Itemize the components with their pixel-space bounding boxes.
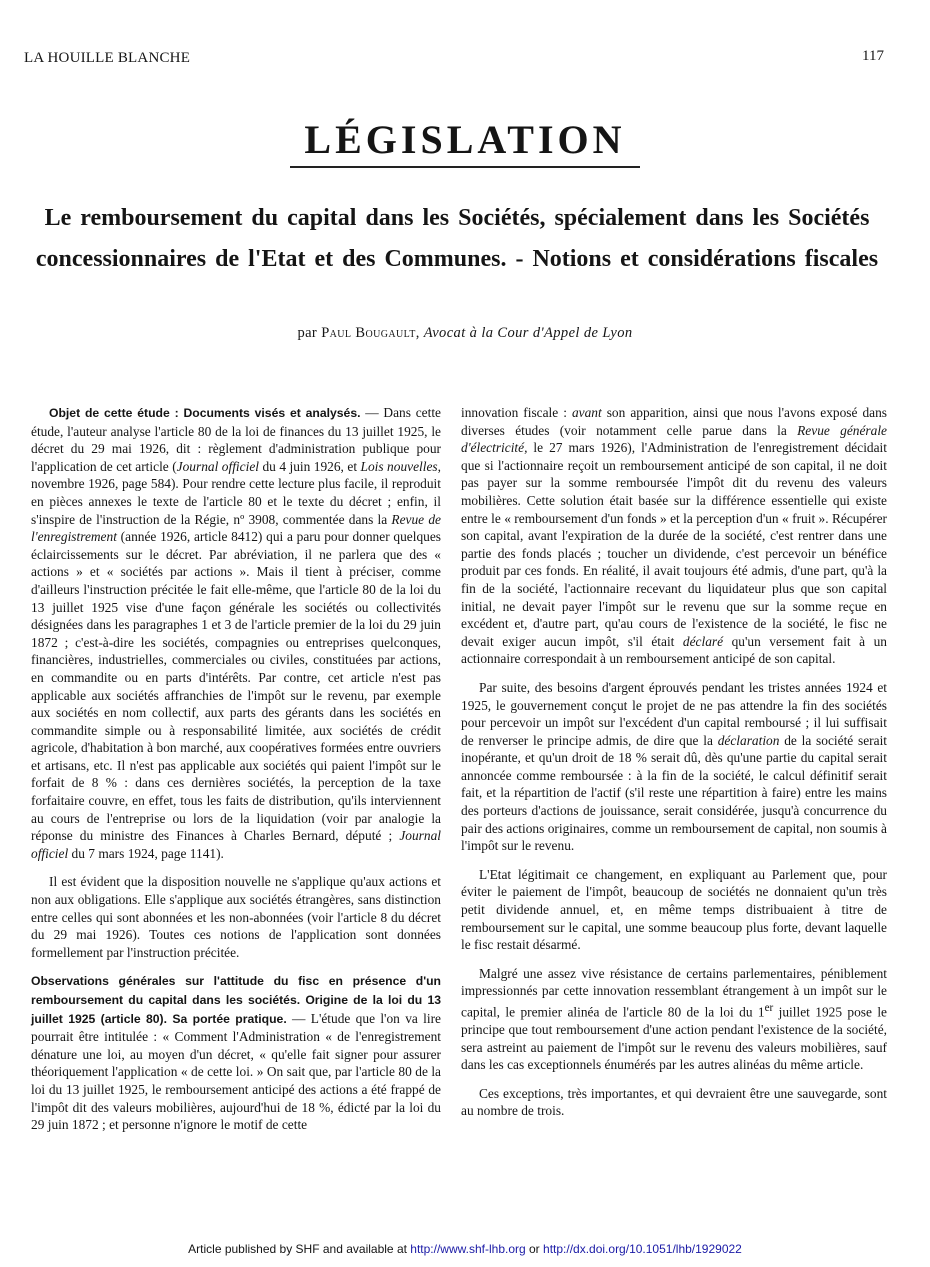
author-affiliation: Avocat à la Cour d'Appel de Lyon (423, 325, 633, 341)
paragraph-text: juillet 1925 pose le principe que tout remboursement d'une action pendant l'existence de la société, sera astreint au paiement de l'impôt sur le revenu des valeurs mobilières, sauf dans les cas exceptionnels énumérés par les autres alinéas du même article. (461, 1004, 888, 1073)
italic-citation: Lois nouvelles (360, 458, 438, 474)
footer-text: Article published by SHF and available at (188, 1242, 411, 1256)
paragraph-innovation (461, 404, 887, 668)
italic-citation: Journal officiel (31, 828, 441, 861)
paragraph-heading: Observations générales sur l'attitude du fisc en présence d'un remboursement du capital dans les sociétés. Origine de la loi du 13 juillet 1925 (article 80). Sa portée pratique. (31, 974, 441, 1026)
paragraph-observations (31, 972, 441, 1133)
paragraph-text: Par suite, des besoins d'argent éprouvés pendant les tristes années 1924 et 1925, le gouvernement conçut le projet de ne pas attendre la fin des sociétés pour percevoir un impôt sur l'excédent d'un capital remboursé ; il lui suffisait de renverser le principe admis, de dire que la (461, 679, 887, 748)
paragraph-text: — Dans cette étude, l'auteur analyse l'article 80 de la loi de finances du 13 juillet 1925, le décret du 29 mai 1926, dit : règlement d'administration publique pour l'application de cet article ( (31, 405, 441, 474)
byline-prefix: par (297, 325, 318, 341)
page-number: 117 (862, 48, 884, 64)
paragraph-text: (année 1926, article 8412) qui a paru pour donner quelques éclaircissements sur le décret. Par abréviation, il ne parlera que des « actions » et « sociétés par actions ». Mais il tient à préciser, comme d'ailleurs l'instruction précitée le fait elle-même, que l'article 80 de la loi du 13 juillet 1925 vise d'une façon générale les sociétés ou collectivités désignées dans les paragraphes 1 et 3 de l'article premier de la loi du 29 juin 1872 ; c'est-à-dire les sociétés, compagnies ou entreprises quelconques, financières, industrielles, commerciales ou civiles, constituées par actions, en commandite ou en parts d'intérêts. Par contre, cet article n'est pas applicable aux sociétés affranchies de l'impôt sur le revenu, par exemple aux sociétés en nom collectif, aux parts des gérants dans les sociétés en commandite simple ou à responsabilité limitée, aux sociétés de crédit agricole, d'habitation à bon marché, aux coopératives formées entre ouvriers et artisans, etc. Il n'est pas applicable aux sociétés qui paient l'impôt sur le forfait de 8 % : dans ces dernières sociétés, la perception de la taxe forfaitaire couvre, en effet, tous les faits de distribution, qu'ils interviennent au cours de l'entreprise ou lors de la liquidation (voir par analogie la réponse du ministre des Finances à Charles Bernard, député ; (31, 529, 441, 844)
italic-word: déclaré (682, 633, 724, 649)
section-title (0, 118, 930, 168)
paragraph-text: son apparition, ainsi que nous l'avons exposé dans diverses études (voir notamment celle parue dans la (461, 405, 887, 438)
paragraph-text: du 4 juin 1926, et (258, 458, 361, 474)
section-title-text: LÉGISLATION (290, 118, 639, 168)
superscript: er (764, 1002, 774, 1014)
paragraph-text: du 7 mars 1924, page 1141). (68, 845, 224, 861)
paragraph-malgre (461, 965, 887, 1074)
paragraph-text: innovation fiscale : (461, 405, 572, 420)
footer (0, 1242, 930, 1256)
italic-citation: Revue de l'enregistrement (31, 511, 441, 545)
paragraph-par-suite (461, 679, 887, 855)
paragraph-text: qu'un versement fait à un actionnaire correspondait à un remboursement anticipé de son capital. (461, 633, 887, 667)
right-column (461, 404, 887, 1131)
footer-link-shf[interactable]: http://www.shf-lhb.org (410, 1242, 526, 1256)
paragraph-heading: Objet de cette étude : Documents visés et analysés. (49, 406, 361, 420)
article-title: Le remboursement du capital dans les Sociétés, spécialement dans les Sociétés concessionnaires de l'Etat et des Communes. - Notions et considérations fiscales (35, 205, 879, 272)
italic-citation: Journal officiel (176, 458, 259, 474)
running-head-journal: LA HOUILLE BLANCHE (24, 50, 191, 66)
paragraph-text: de la société serait inopérante, et qu'un droit de 18 % serait dû, dès qu'une partie du capital serait annoncée comme remboursée : à la fin de la société, le calcul définitif serait fait, et la répartition de l'actif (s'il reste une répartition à faire) entre les mains des porteurs d'actions de jouissance, serait considérée, jusqu'à concurrence du pair des actions originaires, comme un remboursement de capital, non soumis à l'impôt sur le revenu. (461, 732, 888, 854)
byline (0, 325, 930, 342)
paragraph-etat: L'Etat légitimait ce changement, en expliquant au Parlement que, pour éviter le paiement de l'impôt, beaucoup de sociétés ne donnaient qu'un très petit dividende annuel, et, en même temps distribuaient à titre de remboursement sur le capital, une somme beaucoup plus forte, devant laquelle le fisc restait désarmé. (461, 866, 887, 953)
italic-citation: Revue générale d'électricité, (461, 422, 887, 456)
paragraph-text: Malgré une assez vive résistance de certains parlementaires, péniblement impressionnés par cette innovation ressemblant étrangement à un impôt sur le capital, le premier alinéa de l'article 80 de la loi du 1 (461, 965, 887, 1020)
paragraph-exceptions: Ces exceptions, très importantes, et qui devraient être une sauvegarde, sont au nombre de trois. (461, 1085, 887, 1119)
paragraph-text: , novembre 1926, page 584). Pour rendre cette lecture plus facile, il reproduit en pièces annexes le texte de l'article 80 et le texte du décret ; enfin, il s'inspire de l'instruction de la Régie, nº 3908, commentée dans la (31, 458, 441, 527)
italic-word: avant (571, 405, 602, 420)
paragraph-text: le 27 mars 1926), l'Administration de l'enregistrement décidait que si l'actionnaire reçoit un remboursement anticipé de son capital, il ne doit pas payer sur la somme remboursée l'impôt dit du revenu des valeurs mobilières. Cette solution était basée sur la différence essentielle qui existe entre le « remboursement d'un fonds » et la perception d'un « fruit ». Récupérer son capital, avant l'expiration de la durée de la société, c'est rentrer dans une partie des fonds placés ; toucher un dividende, c'est percevoir un bénéfice produit par ces fonds. En réalité, il avait toujours été admis, d'une part, qu'à la fin de la société, l'actionnaire recevant du liquidateur plus que son capital initial, ne devait payer l'impôt sur le revenu que sur la somme reçue en excédent et, d'autre part, qu'au cours de l'existence de la société, le fisc ne devait exiger aucun impôt, s'il était (461, 440, 887, 649)
footer-link-doi[interactable]: http://dx.doi.org/10.1051/lhb/1929022 (543, 1242, 742, 1256)
author-name: Paul Bougault, (321, 325, 420, 341)
italic-word: déclaration (717, 732, 780, 748)
left-column (31, 404, 441, 1145)
paragraph-evident: Il est évident que la disposition nouvelle ne s'applique qu'aux actions et non aux obligations. Elle s'applique aux sociétés étrangères, sans distinction entre celles qui sont abonnées et les non-abonnées (voir l'article 8 du décret du 29 mai 1926). Toutes ces notions de l'application sont données formellement par l'instruction précitée. (31, 874, 441, 960)
paragraph-text: — L'étude que l'on va lire pourrait être intitulée : « Comment l'Administration « de l'enregistrement dénature une loi, au moyen d'un décret, « qu'elle fait signer pour assurer théoriquement l'application « de cette loi. » On sait que, par l'article 80 de la loi du 13 juillet 1925, le remboursement anticipé des actions a été frappé de l'impôt dit des valeurs mobilières, aujourd'hui de 18 %, édicté par la loi du 29 juin 1872 ; et personne n'ignore le motif de cette (31, 1010, 442, 1133)
paragraph-objet (31, 404, 441, 862)
footer-or: or (525, 1242, 544, 1256)
